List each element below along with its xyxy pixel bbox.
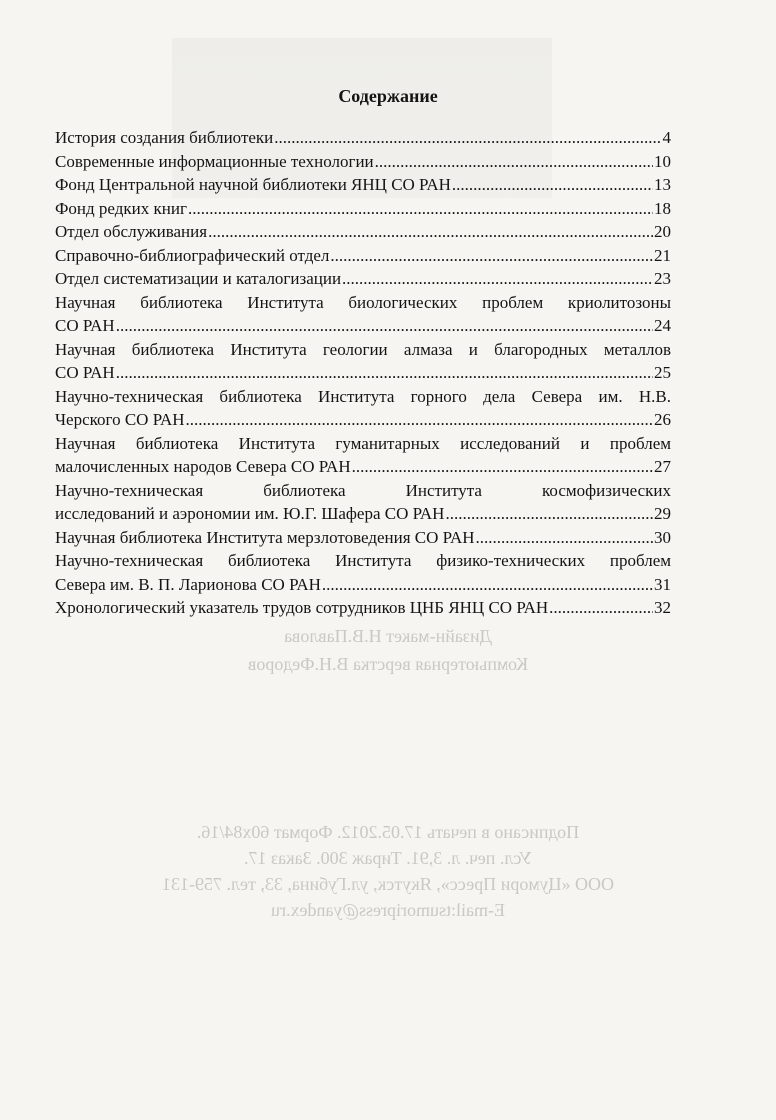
toc-entry	[55, 549, 671, 596]
toc-entry-text: Отдел обслуживания	[55, 222, 208, 241]
toc-page-number: 13	[654, 175, 671, 194]
toc-entry-text: Научная библиотека Института геологии алмаза и благородных металлов	[55, 339, 671, 359]
table-of-contents	[55, 126, 671, 620]
toc-page-number: 29	[654, 504, 671, 523]
toc-entry	[55, 126, 671, 150]
toc-entry-text: Фонд Центральной научной библиотеки ЯНЦ СО РАН	[55, 175, 451, 194]
toc-page-number: 30	[654, 527, 671, 547]
dot-leader	[445, 502, 653, 526]
show-through-imprint-1: Подписано в печать 17.05.2012. Формат 60х84/16.	[196, 822, 580, 842]
dot-leader	[352, 455, 653, 479]
toc-entry	[55, 596, 671, 620]
toc-entry-text: СО РАН	[55, 363, 115, 382]
toc-page-number: 31	[654, 574, 671, 594]
toc-page-number: 4	[662, 128, 671, 147]
toc-entry-text: Научно-техническая библиотека Института физико-технических проблем	[55, 551, 671, 570]
toc-page-number: 10	[654, 151, 671, 171]
toc-entry-text: Научная библиотека Института гуманитарных исследований и проблем	[55, 433, 671, 453]
toc-entry	[55, 220, 671, 244]
dot-leader	[375, 150, 653, 174]
toc-entry	[55, 526, 671, 550]
page-title: Содержание	[338, 86, 438, 106]
toc-entry-text: История создания библиотеки	[55, 128, 274, 147]
toc-entry-text: Научная библиотека Института мерзлотоведения СО РАН	[55, 527, 475, 547]
toc-entry-text: Черского СО РАН	[55, 410, 185, 429]
toc-entry-text: Хронологический указатель трудов сотрудников ЦНБ ЯНЦ СО РАН	[55, 598, 549, 617]
dot-leader	[549, 596, 653, 620]
show-through-credit-1: Дизайн-макет Н.В.Павлова	[284, 626, 492, 646]
toc-entry-text: Фонд редких книг	[55, 198, 187, 218]
toc-entry	[55, 385, 671, 432]
toc-page-number: 26	[654, 410, 671, 429]
toc-entry	[55, 432, 671, 479]
show-through-imprint-4: E-mail:tsumoripress@yandex.ru	[270, 900, 506, 920]
show-through-imprint-2: Усл. печ. л. 3,91. Тираж 300. Заказ 17.	[244, 848, 532, 868]
toc-page-number: 23	[654, 269, 671, 288]
toc-page-number: 21	[654, 245, 671, 265]
dot-leader	[188, 197, 653, 221]
dot-leader	[342, 267, 653, 291]
toc-entry	[55, 479, 671, 526]
show-through-imprint-3: ООО «Цумори Пресс», Якутск, ул.Губина, 33, тел. 759-131	[162, 874, 614, 894]
toc-entry	[55, 150, 671, 174]
toc-entry	[55, 244, 671, 268]
dot-leader	[274, 126, 661, 150]
dot-leader	[186, 408, 653, 432]
toc-entry-text: СО РАН	[55, 316, 115, 335]
dot-leader	[452, 173, 653, 197]
toc-page-number: 32	[654, 598, 671, 617]
dot-leader	[476, 526, 653, 550]
toc-entry-text: Отдел систематизации и каталогизации	[55, 269, 342, 288]
toc-entry	[55, 267, 671, 291]
toc-entry-text: Справочно-библиографический отдел	[55, 245, 330, 265]
toc-entry	[55, 338, 671, 385]
show-through-credit-2: Компьютерная верстка В.Н.Федоров	[247, 654, 529, 674]
dot-leader	[116, 361, 653, 385]
dot-leader	[116, 314, 653, 338]
dot-leader	[330, 244, 653, 268]
toc-entry	[55, 173, 671, 197]
dot-leader	[208, 220, 653, 244]
toc-entry-text: Современные информационные технологии	[55, 151, 374, 171]
toc-entry	[55, 197, 671, 221]
toc-entry-text: Научная библиотека Института биологических проблем криолитозоны	[55, 292, 671, 312]
toc-page-number: 27	[654, 457, 671, 476]
toc-entry-text: исследований и аэрономии им. Ю.Г. Шафера СО РАН	[55, 504, 445, 523]
toc-entry-text: малочисленных народов Севера СО РАН	[55, 457, 351, 476]
toc-page-number: 25	[654, 363, 671, 382]
toc-page-number: 24	[654, 316, 671, 335]
toc-entry-text: Севера им. В. П. Ларионова СО РАН	[55, 574, 321, 594]
toc-page-number: 20	[654, 222, 671, 241]
toc-page-number: 18	[654, 198, 671, 218]
toc-entry-text: Научно-техническая библиотека Института космофизических	[55, 480, 671, 500]
toc-entry-text: Научно-техническая библиотека Института горного дела Севера им. Н.В.	[55, 386, 671, 406]
toc-entry	[55, 291, 671, 338]
dot-leader	[322, 573, 653, 597]
